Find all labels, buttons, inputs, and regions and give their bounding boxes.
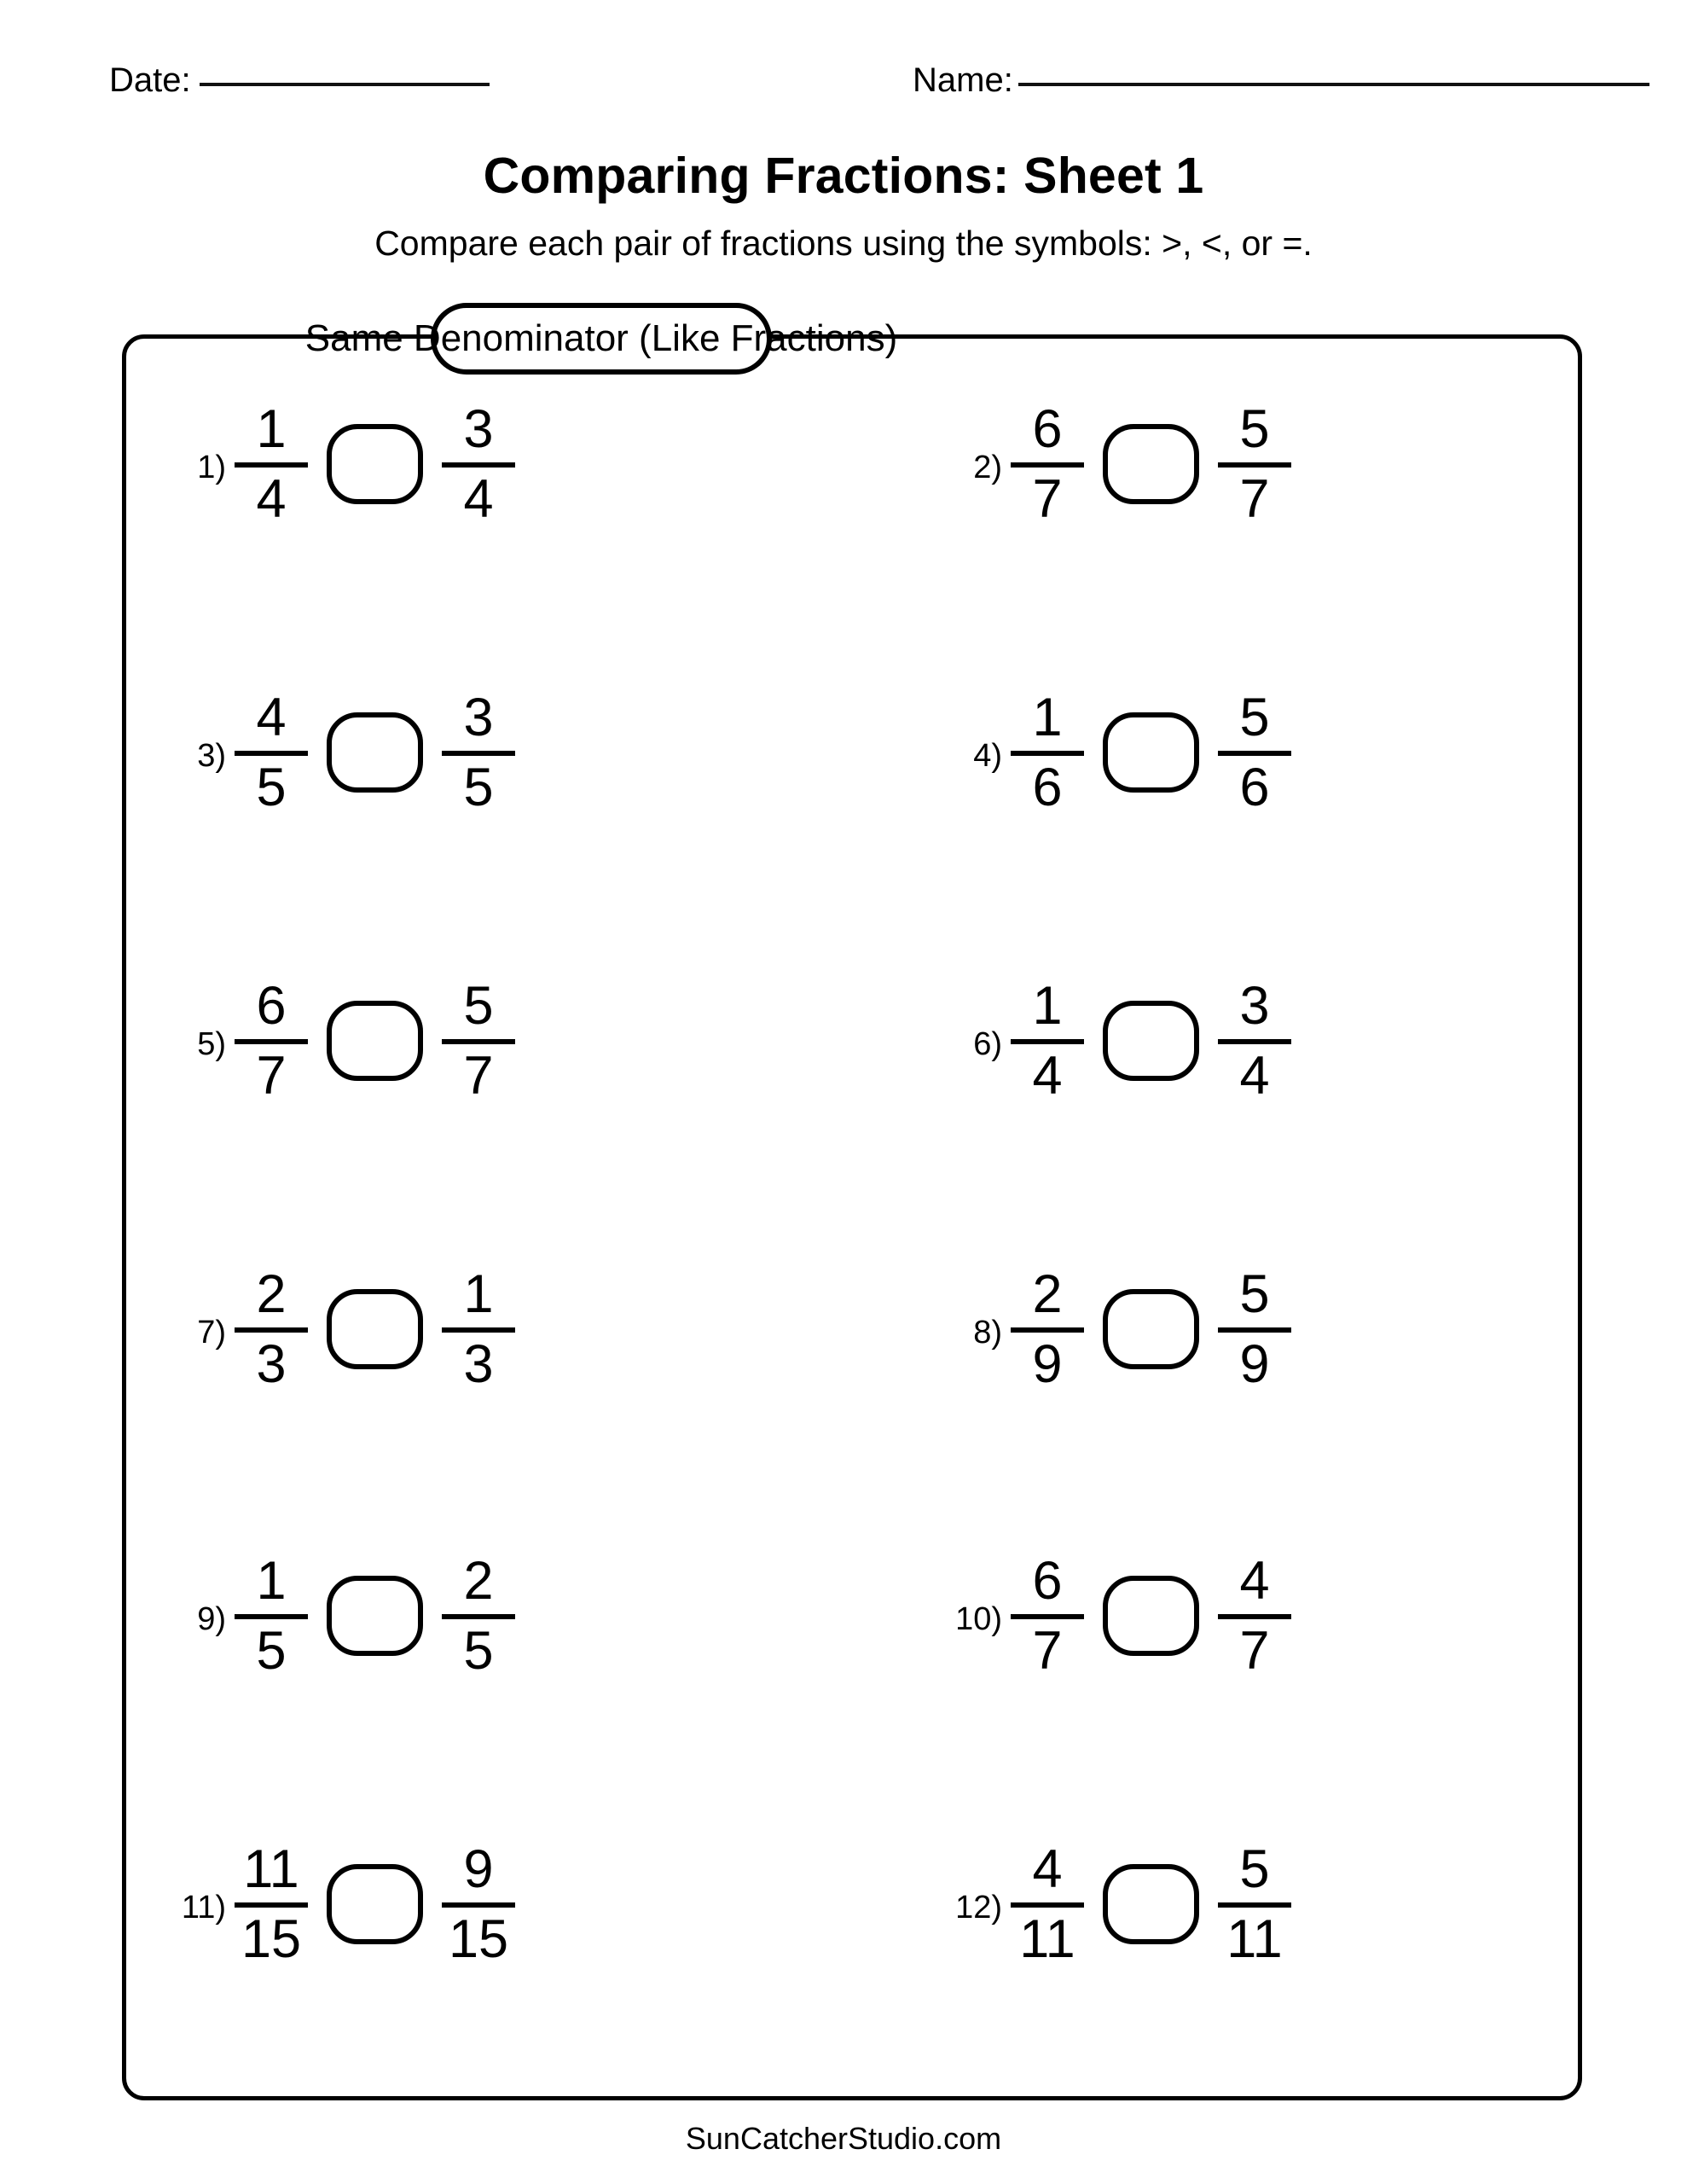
numerator: 9 <box>463 1838 494 1899</box>
fraction-left <box>1011 687 1084 817</box>
fraction-bar <box>1218 1614 1291 1619</box>
fraction-bar <box>1218 751 1291 756</box>
problem-item <box>148 387 515 541</box>
fraction-bar <box>1011 462 1084 468</box>
fraction-left <box>235 687 308 817</box>
numerator: 2 <box>1032 1263 1063 1324</box>
problem-item <box>924 964 1291 1118</box>
fraction-bar <box>1218 462 1291 468</box>
problem-number: 12) <box>955 1890 1002 1926</box>
fraction-left <box>1011 1550 1084 1681</box>
comparison-answer-box[interactable] <box>1103 1001 1199 1081</box>
fraction-bar <box>1011 751 1084 756</box>
fraction-right <box>1218 687 1291 817</box>
problem-number: 4) <box>973 738 1002 774</box>
fraction-right <box>1218 975 1291 1106</box>
fraction-bar <box>235 1614 308 1619</box>
denominator: 7 <box>1032 1621 1063 1681</box>
numerator: 2 <box>256 1263 287 1324</box>
numerator: 5 <box>1239 687 1270 747</box>
name-write-line[interactable] <box>1018 83 1649 86</box>
comparison-answer-box[interactable] <box>1103 424 1199 504</box>
fraction-bar <box>1011 1327 1084 1333</box>
denominator: 5 <box>463 758 494 817</box>
problem-number: 3) <box>197 738 226 774</box>
section-header-label: Same Denominator (Like Fractions) <box>304 317 898 359</box>
date-field[interactable] <box>109 61 490 100</box>
fraction-left <box>1011 975 1084 1106</box>
fraction-right <box>442 1838 515 1969</box>
numerator: 4 <box>1032 1838 1063 1899</box>
fraction-bar <box>1011 1039 1084 1044</box>
denominator: 3 <box>256 1334 287 1394</box>
fraction-left <box>1011 398 1084 529</box>
comparison-answer-box[interactable] <box>1103 1576 1199 1656</box>
fraction-bar <box>235 1327 308 1333</box>
problem-number: 6) <box>973 1026 1002 1062</box>
problem-item <box>924 1827 1291 1981</box>
problem-number: 8) <box>973 1315 1002 1350</box>
comparison-answer-box[interactable] <box>327 712 423 793</box>
page-instructions: Compare each pair of fractions using the symbols: >, <, or =. <box>374 224 1313 263</box>
numerator: 2 <box>463 1550 494 1611</box>
fraction-bar <box>1011 1614 1084 1619</box>
fraction-right <box>442 398 515 529</box>
footer-credit: SunCatcherStudio.com <box>685 2121 1002 2156</box>
fraction-right <box>1218 1263 1291 1394</box>
numerator: 1 <box>463 1263 494 1324</box>
comparison-answer-box[interactable] <box>327 1864 423 1944</box>
fraction-left <box>235 1550 308 1681</box>
fraction-bar <box>235 1902 308 1908</box>
fraction-right <box>1218 398 1291 529</box>
denominator: 11 <box>1019 1909 1075 1969</box>
fraction-right <box>1218 1838 1291 1969</box>
problem-item <box>148 1252 515 1406</box>
numerator: 1 <box>1032 687 1063 747</box>
name-field[interactable] <box>913 61 1649 100</box>
numerator: 1 <box>256 398 287 459</box>
fraction-bar <box>1218 1327 1291 1333</box>
denominator: 6 <box>1032 758 1063 817</box>
denominator: 7 <box>1032 469 1063 529</box>
fraction-bar <box>235 751 308 756</box>
numerator: 6 <box>1032 398 1063 459</box>
worksheet-header-fields <box>0 61 1687 113</box>
problem-item <box>924 676 1291 829</box>
fraction-bar <box>1218 1039 1291 1044</box>
date-label: Date: <box>109 61 191 99</box>
fraction-bar <box>442 751 515 756</box>
denominator: 7 <box>1239 469 1270 529</box>
fraction-bar <box>442 462 515 468</box>
numerator: 4 <box>1239 1550 1270 1611</box>
fraction-left <box>235 1263 308 1394</box>
numerator: 6 <box>256 975 287 1036</box>
problem-number: 2) <box>973 450 1002 485</box>
numerator: 5 <box>463 975 494 1036</box>
problem-number: 5) <box>197 1026 226 1062</box>
comparison-answer-box[interactable] <box>327 424 423 504</box>
denominator: 15 <box>241 1909 302 1969</box>
fraction-right <box>442 687 515 817</box>
numerator: 5 <box>1239 1838 1270 1899</box>
denominator: 9 <box>1032 1334 1063 1394</box>
problem-number: 10) <box>955 1601 1002 1637</box>
fraction-left <box>235 398 308 529</box>
fraction-bar <box>1218 1902 1291 1908</box>
fraction-right <box>442 1550 515 1681</box>
numerator: 11 <box>243 1838 299 1899</box>
denominator: 4 <box>1239 1046 1270 1106</box>
denominator: 11 <box>1226 1909 1283 1969</box>
name-label: Name: <box>913 61 1013 99</box>
comparison-answer-box[interactable] <box>1103 712 1199 793</box>
comparison-answer-box[interactable] <box>327 1001 423 1081</box>
fraction-right <box>442 975 515 1106</box>
fraction-bar <box>442 1039 515 1044</box>
fraction-left <box>235 1838 308 1969</box>
denominator: 3 <box>463 1334 494 1394</box>
fraction-bar <box>442 1327 515 1333</box>
fraction-bar <box>442 1902 515 1908</box>
numerator: 1 <box>1032 975 1063 1036</box>
denominator: 4 <box>1032 1046 1063 1106</box>
page-title: Comparing Fractions: Sheet 1 <box>483 148 1204 204</box>
comparison-answer-box[interactable] <box>327 1576 423 1656</box>
problem-item <box>148 1827 515 1981</box>
denominator: 6 <box>1239 758 1270 817</box>
problem-item <box>924 387 1291 541</box>
problem-item <box>148 1539 515 1693</box>
fraction-right <box>442 1263 515 1394</box>
problem-number: 11) <box>181 1890 226 1926</box>
denominator: 4 <box>463 469 494 529</box>
denominator: 5 <box>256 1621 287 1681</box>
fraction-bar <box>235 462 308 468</box>
numerator: 3 <box>463 687 494 747</box>
numerator: 6 <box>1032 1550 1063 1611</box>
fraction-left <box>1011 1263 1084 1394</box>
fraction-bar <box>235 1039 308 1044</box>
date-write-line[interactable] <box>200 83 490 86</box>
numerator: 5 <box>1239 1263 1270 1324</box>
problem-item <box>924 1539 1291 1693</box>
denominator: 5 <box>256 758 287 817</box>
numerator: 3 <box>463 398 494 459</box>
problem-number: 9) <box>197 1601 226 1637</box>
fraction-bar <box>1011 1902 1084 1908</box>
numerator: 5 <box>1239 398 1270 459</box>
problem-item <box>148 676 515 829</box>
fraction-left <box>1011 1838 1084 1969</box>
numerator: 1 <box>256 1550 287 1611</box>
problem-grid <box>122 334 1582 2100</box>
denominator: 15 <box>448 1909 509 1969</box>
comparison-answer-box[interactable] <box>327 1289 423 1369</box>
comparison-answer-box[interactable] <box>1103 1289 1199 1369</box>
comparison-answer-box[interactable] <box>1103 1864 1199 1944</box>
problem-item <box>924 1252 1291 1406</box>
fraction-left <box>235 975 308 1106</box>
denominator: 5 <box>463 1621 494 1681</box>
problem-number: 1) <box>197 450 226 485</box>
denominator: 7 <box>256 1046 287 1106</box>
problem-item <box>148 964 515 1118</box>
denominator: 9 <box>1239 1334 1270 1394</box>
fraction-right <box>1218 1550 1291 1681</box>
section-header-pill <box>304 303 898 375</box>
denominator: 7 <box>463 1046 494 1106</box>
denominator: 4 <box>256 469 287 529</box>
problem-number: 7) <box>197 1315 226 1350</box>
numerator: 4 <box>256 687 287 747</box>
fraction-bar <box>442 1614 515 1619</box>
numerator: 3 <box>1239 975 1270 1036</box>
denominator: 7 <box>1239 1621 1270 1681</box>
